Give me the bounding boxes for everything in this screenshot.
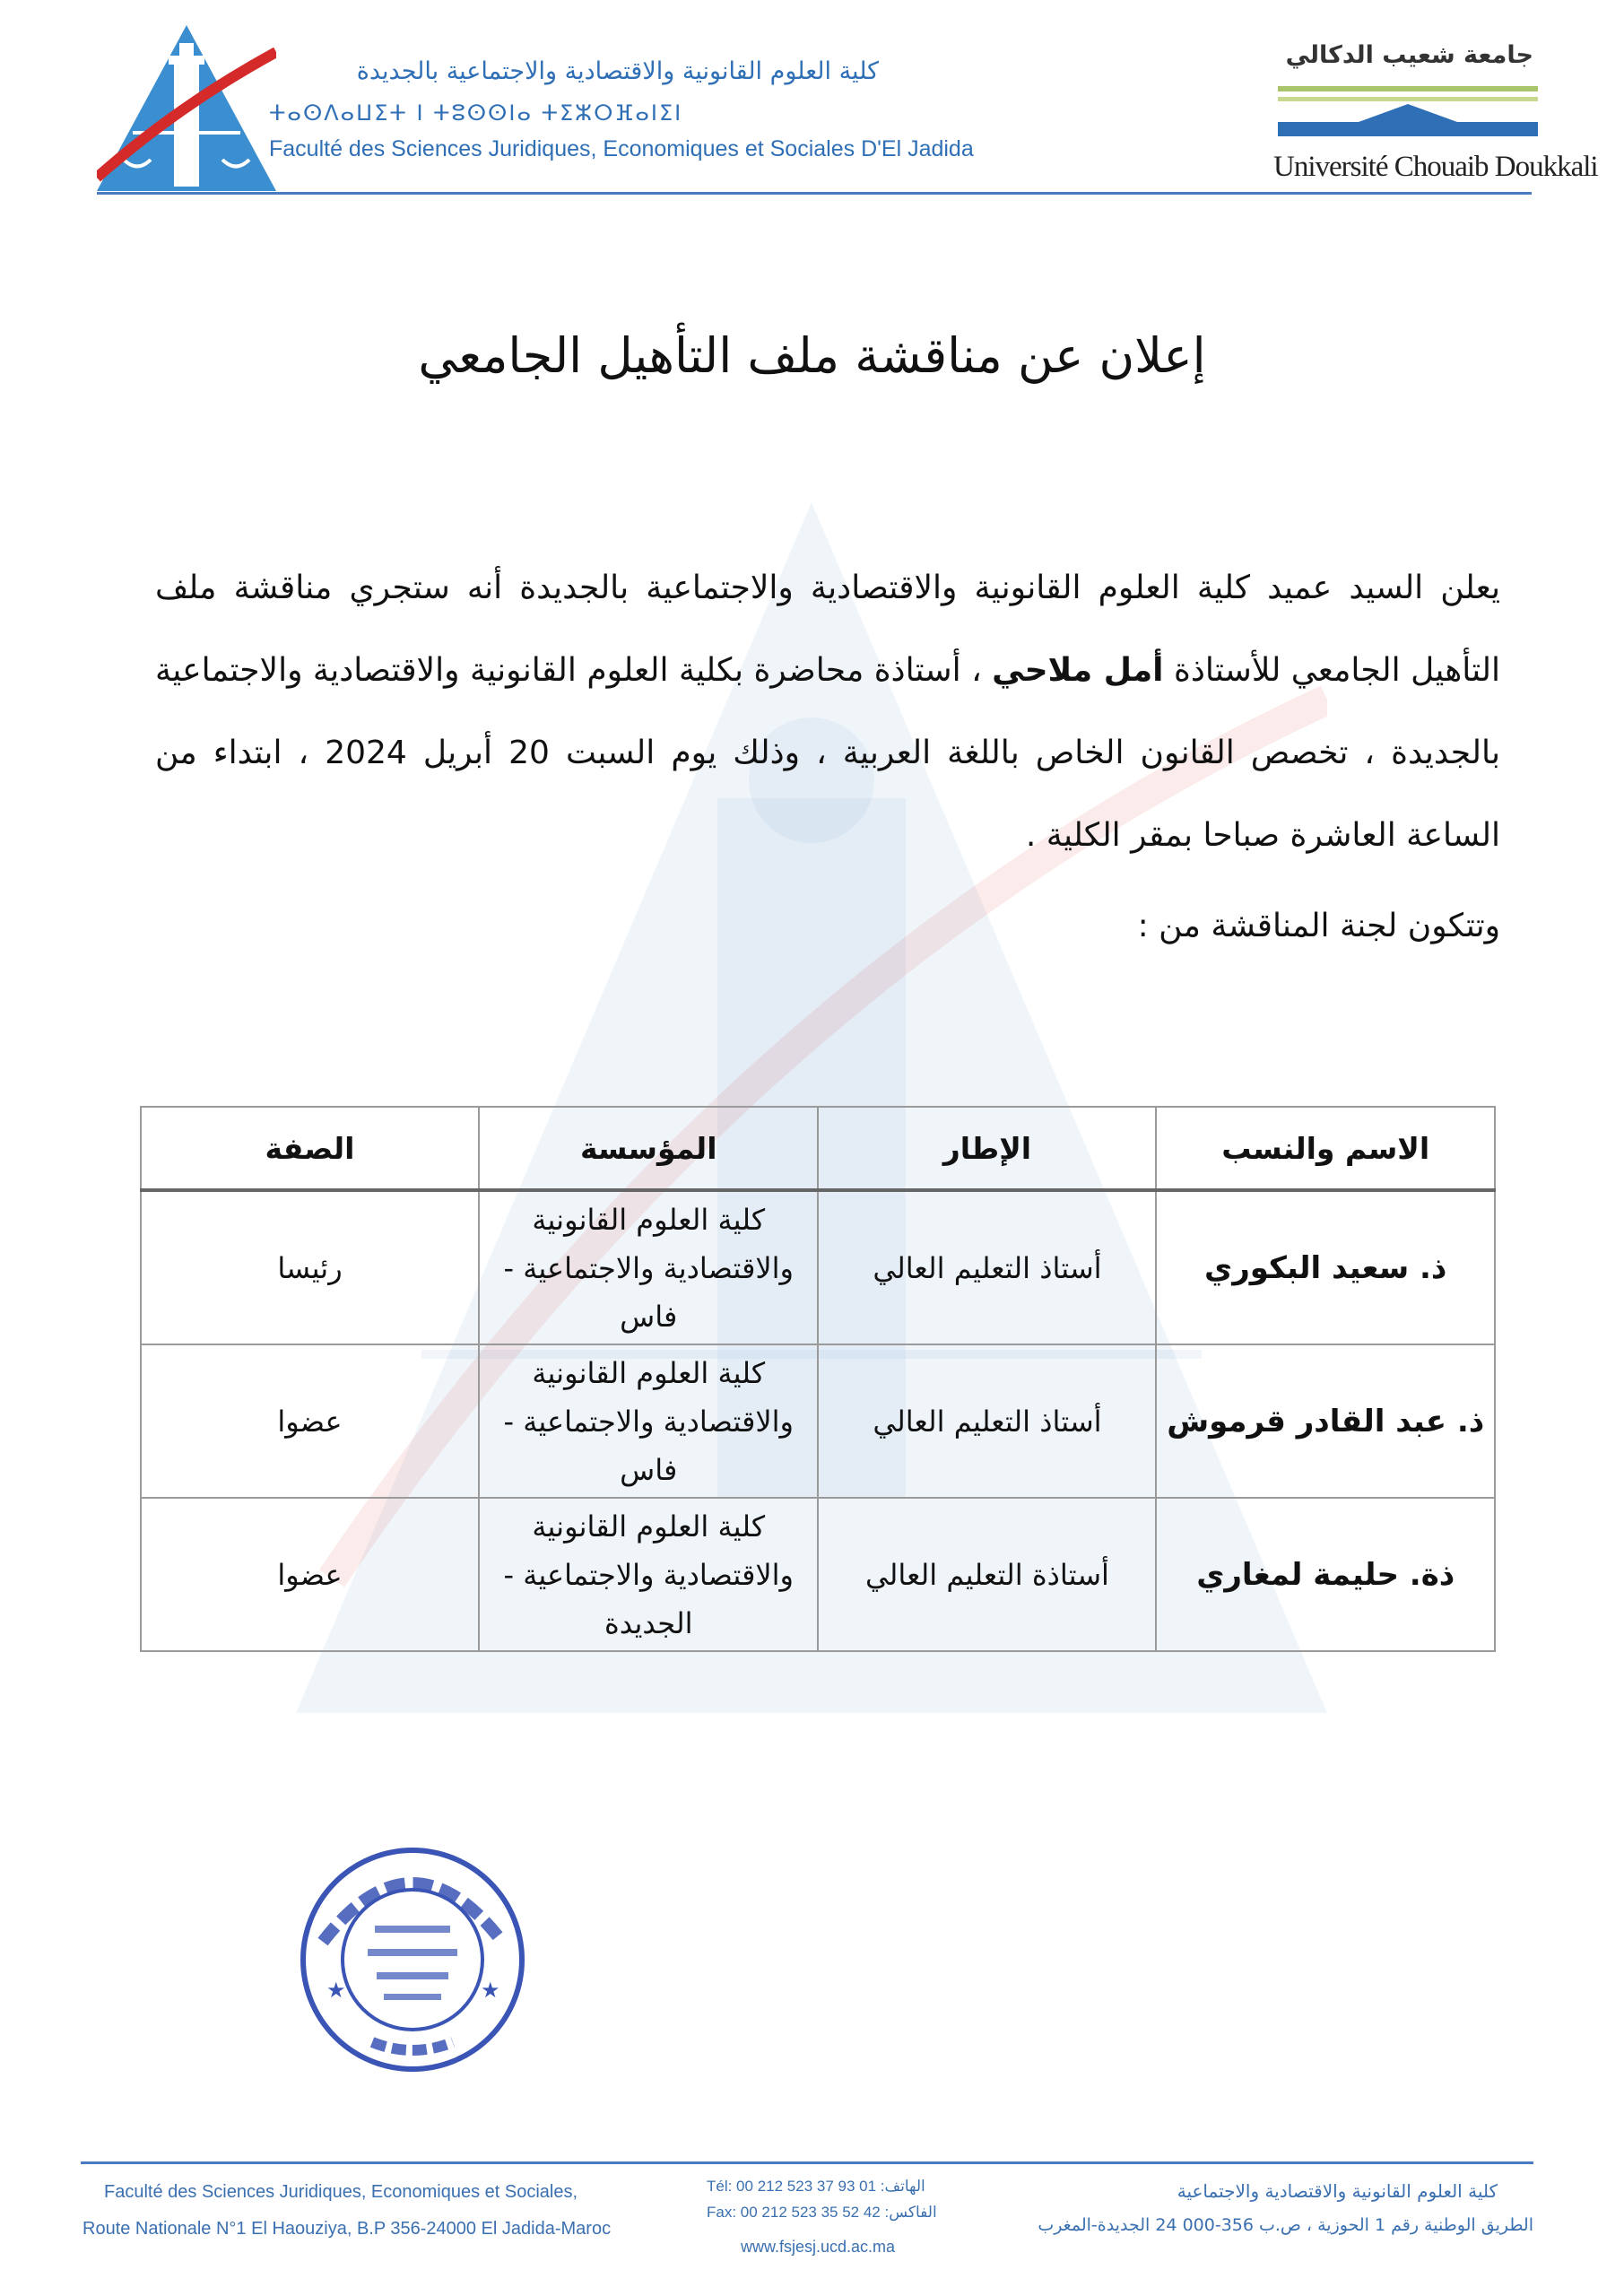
table-header-row xyxy=(141,1107,1495,1190)
candidate-name: أمل ملاحي xyxy=(992,652,1164,689)
member-institution: كلية العلوم القانونية والاقتصادية والاجتماعية - فاس xyxy=(479,1344,818,1498)
footer-faculty-fr: Faculté des Sciences Juridiques, Economiques et Sociales, xyxy=(104,2182,578,2202)
table-row xyxy=(141,1344,1495,1498)
member-rank: أستاذ التعليم العالي xyxy=(818,1190,1156,1344)
table-row xyxy=(141,1190,1495,1344)
committee-intro: وتتكون لجنة المناقشة من : xyxy=(1137,908,1500,944)
member-institution: كلية العلوم القانونية والاقتصادية والاجتماعية - فاس xyxy=(479,1190,818,1344)
header-institution: المؤسسة xyxy=(479,1107,818,1190)
university-name-arabic: جامعة شعيب الدكالي xyxy=(1285,41,1533,69)
university-name-french: Université Chouaib Doukkali xyxy=(1273,151,1598,183)
svg-text:★: ★ xyxy=(326,1978,346,2003)
footer-phone: Tél: 00 212 523 37 93 01 :الهاتف xyxy=(707,2178,925,2195)
footer-divider xyxy=(81,2161,1533,2164)
footer-fax: Fax: 00 212 523 35 52 42 :الفاكس xyxy=(707,2204,937,2221)
member-role: عضوا xyxy=(141,1344,479,1498)
footer-faculty-ar: كلية العلوم القانونية والاقتصادية والاجتماعية xyxy=(1177,2180,1498,2202)
faculty-name-arabic: كلية العلوم القانونية والاقتصادية والاجتماعية بالجديدة xyxy=(356,57,879,85)
paragraph-text-part2: ، أستاذة محاضرة بكلية العلوم القانونية والاقتصادية والاجتماعية بالجديدة ، تخصص القانون الخاص باللغة العربية ، وذلك يوم السبت 20 أبريل 2024 ، ابتداء من الساعة العاشرة صباحا بمقر الكلية . xyxy=(155,652,1500,854)
member-role: عضوا xyxy=(141,1498,479,1651)
member-name: ذ. عبد القادر قرموش xyxy=(1156,1344,1495,1498)
faculty-name-french: Faculté des Sciences Juridiques, Economiques et Sociales D'El Jadida xyxy=(269,136,974,161)
faculty-name-tifinagh: ⵜⴰⵙⴷⴰⵡⵉⵜ ⵏ ⵜⵓⵙⵙⵏⴰ ⵜⵉⵣⵔⴼⴰⵏⵉⵏ xyxy=(269,100,683,126)
committee-table xyxy=(140,1106,1496,1652)
member-rank: أستاذ التعليم العالي xyxy=(818,1344,1156,1498)
table-row xyxy=(141,1498,1495,1651)
member-role: رئيسا xyxy=(141,1190,479,1344)
university-logo xyxy=(1278,83,1538,145)
official-stamp xyxy=(296,1843,529,2076)
paragraph-text-part1: يعلن السيد عميد كلية العلوم القانونية والاقتصادية والاجتماعية بالجديدة أنه ستجري مناقشة ملف التأهيل الجامعي للأستاذة xyxy=(155,570,1500,689)
footer-address-fr: Route Nationale N°1 El Haouziya, B.P 356-24000 El Jadida-Maroc xyxy=(83,2219,612,2239)
member-name: ذ. سعيد البكوري xyxy=(1156,1190,1495,1344)
header-rank: الإطار xyxy=(818,1107,1156,1190)
document-title: إعلان عن مناقشة ملف التأهيل الجامعي xyxy=(418,327,1206,384)
announcement-paragraph xyxy=(155,547,1500,877)
header-name: الاسم والنسب xyxy=(1156,1107,1495,1190)
member-rank: أستاذة التعليم العالي xyxy=(818,1498,1156,1651)
header-divider xyxy=(97,192,1532,195)
faculty-logo xyxy=(97,25,276,191)
member-name: ذة. حليمة لمغاري xyxy=(1156,1498,1495,1651)
svg-text:★: ★ xyxy=(481,1978,500,2003)
member-institution: كلية العلوم القانونية والاقتصادية والاجتماعية - الجديدة xyxy=(479,1498,818,1651)
footer-address-ar: الطريق الوطنية رقم 1 الحوزية ، ص.ب 356-000 24 الجديدة-المغرب xyxy=(1038,2215,1533,2235)
header-role: الصفة xyxy=(141,1107,479,1190)
footer-website-link[interactable]: www.fsjesj.ucd.ac.ma xyxy=(741,2238,896,2256)
